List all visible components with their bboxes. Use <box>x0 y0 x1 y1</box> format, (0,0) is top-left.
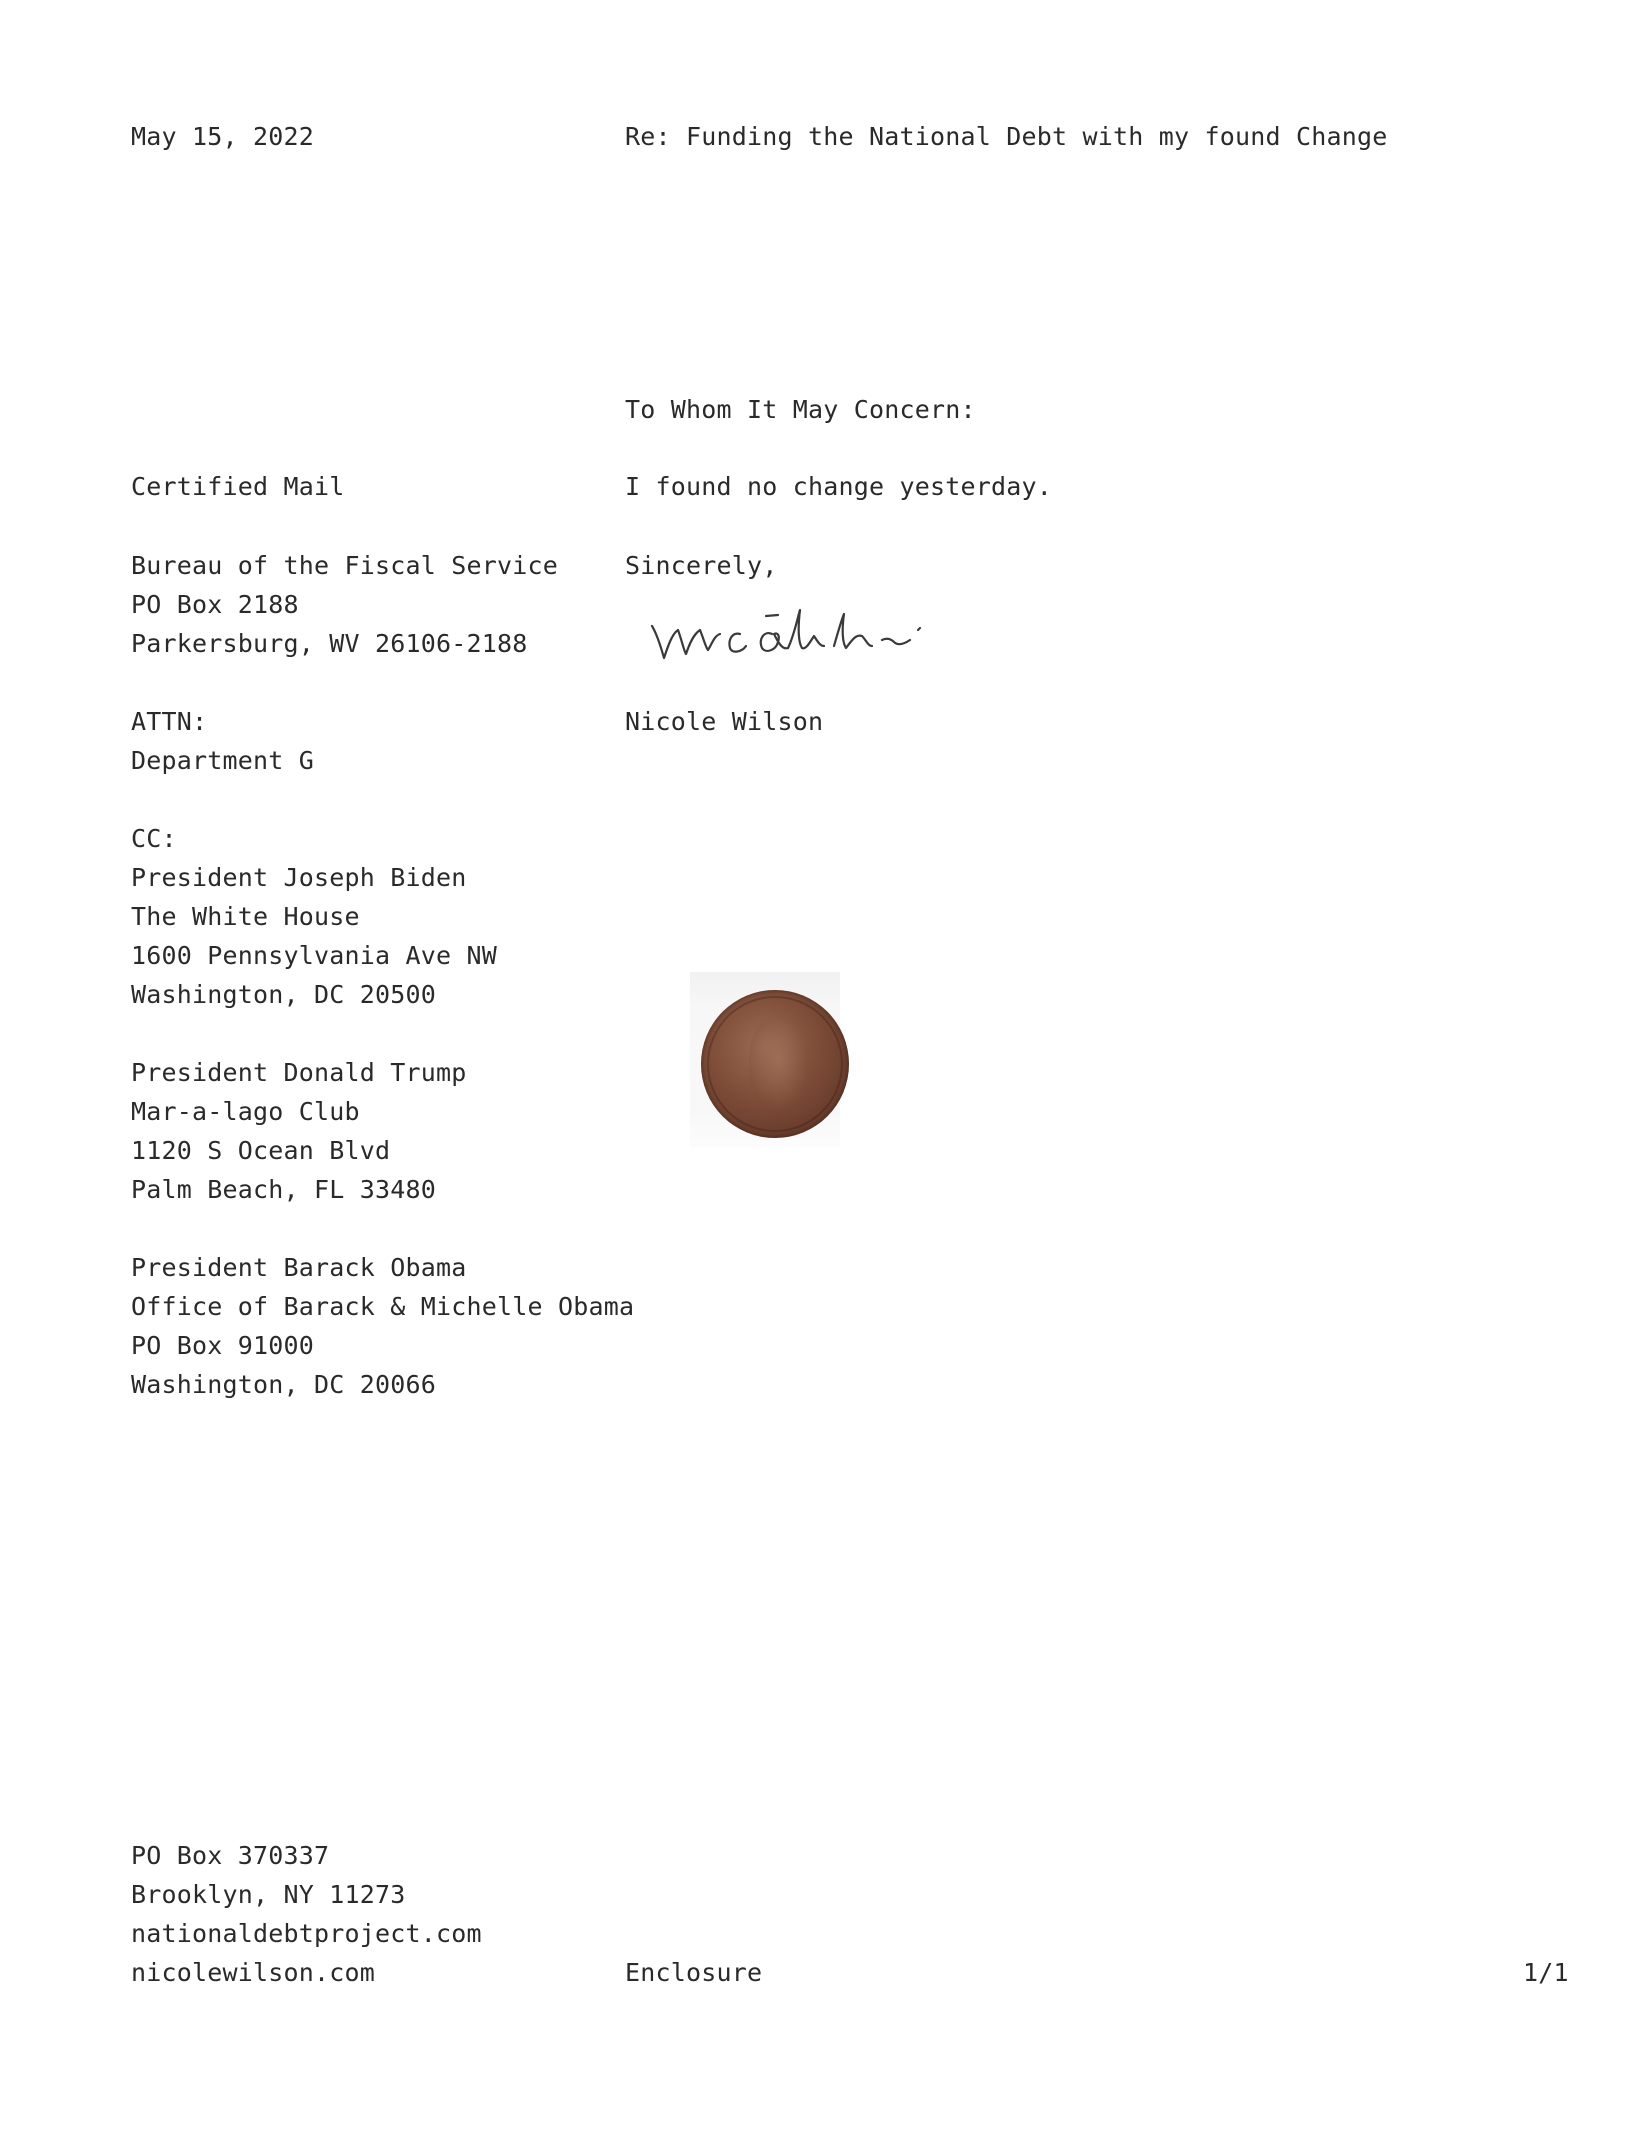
address-line: Bureau of the Fiscal Service <box>131 551 559 580</box>
address-line: PO Box 91000 <box>131 1331 315 1360</box>
signature-image <box>648 596 948 674</box>
sender-line: PO Box 370337 <box>131 1841 330 1870</box>
cc-block-trump <box>131 1053 467 1209</box>
coin-face <box>701 990 849 1138</box>
sender-line: nationaldebtproject.com <box>131 1919 482 1948</box>
signature-name: Nicole Wilson <box>625 707 824 736</box>
cc-block-obama <box>131 1248 634 1404</box>
attn-department: Department G <box>131 746 315 775</box>
address-line: Mar-a-lago Club <box>131 1097 360 1126</box>
address-line: Parkersburg, WV 26106-2188 <box>131 629 528 658</box>
sender-line: nicolewilson.com <box>131 1958 376 1987</box>
address-line: The White House <box>131 902 360 931</box>
letter-date: May 15, 2022 <box>131 122 315 151</box>
attn-block <box>131 702 314 780</box>
address-line: 1600 Pennsylvania Ave NW <box>131 941 498 970</box>
salutation: To Whom It May Concern: <box>625 395 976 424</box>
letter-subject: Re: Funding the National Debt with my found Change <box>625 122 1388 151</box>
address-line: 1120 S Ocean Blvd <box>131 1136 391 1165</box>
page-number: 1/1 <box>1523 1958 1569 1987</box>
cc-label: CC: <box>131 824 177 853</box>
recipient-address <box>131 546 558 663</box>
sender-line: Brooklyn, NY 11273 <box>131 1880 406 1909</box>
cc-block-biden <box>131 819 497 1014</box>
address-line: PO Box 2188 <box>131 590 299 619</box>
mailing-method: Certified Mail <box>131 472 345 501</box>
penny-coin-icon <box>690 972 840 1147</box>
address-line: President Joseph Biden <box>131 863 467 892</box>
enclosure-label: Enclosure <box>625 1958 763 1987</box>
attn-label: ATTN: <box>131 707 208 736</box>
address-line: President Barack Obama <box>131 1253 467 1282</box>
address-line: President Donald Trump <box>131 1058 467 1087</box>
letter-body: I found no change yesterday. <box>625 472 1053 501</box>
address-line: Palm Beach, FL 33480 <box>131 1175 437 1204</box>
closing: Sincerely, <box>625 551 778 580</box>
address-line: Office of Barack & Michelle Obama <box>131 1292 635 1321</box>
sender-address <box>131 1836 482 1992</box>
address-line: Washington, DC 20500 <box>131 980 437 1009</box>
address-line: Washington, DC 20066 <box>131 1370 437 1399</box>
